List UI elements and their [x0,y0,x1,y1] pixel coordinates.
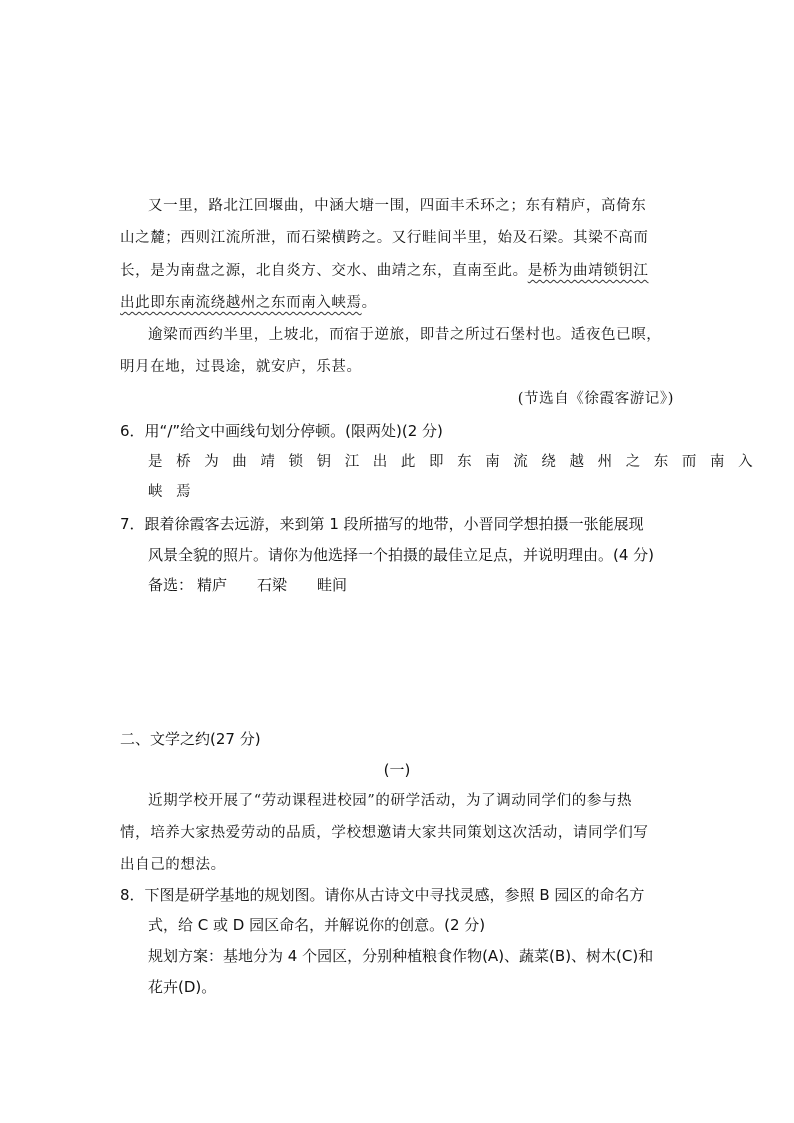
question-8-stem: 8．下图是研学基地的规划图。请你从古诗文中寻找灵感，参照 B 园区的命名方 [120,886,645,904]
intro-line: 情，培养大家热爱劳动的品质，学校想邀请大家共同策划这次活动，请同学们写 [120,825,649,841]
passage-line [120,261,649,281]
passage-line: 明月在地，过畏途，就安庐，乐甚。 [120,359,362,375]
option-item: 石梁 [257,576,288,594]
passage-line: 又一里，路北江回堰曲，中涵大塘一围，四面丰禾环之；东有精庐，高倚东 [148,198,647,214]
passage-line [120,293,377,313]
section-heading: 二、文学之约(27 分) [120,730,261,748]
section-subheading: (一) [383,761,411,779]
question-8-plan: 花卉(D)。 [148,978,217,996]
option-item: 精庐 [197,576,228,594]
question-8-stem: 式，给 C 或 D 园区命名，并解说你的创意。(2 分) [148,916,486,934]
question-7-options [148,575,377,595]
underlined-sentence: 出此即东南流绕越州之东而南入峡焉 [120,295,362,311]
options-label: 备选： [148,576,194,594]
passage-text: 长，是为南盘之源，北自炎方、交水、曲靖之东，直南至此。 [120,263,528,279]
question-6-sentence: 是桥为曲靖锁钥江出此即东南流绕越州之东而南入 [148,454,767,470]
question-6-stem: 6．用“/”给文中画线句划分停顿。(限两处)(2 分) [120,422,443,440]
passage-line: 山之麓；西则江流所泄，而石梁横跨之。又行畦间半里，始及石梁。其梁不高而 [120,230,649,246]
intro-line: 出自己的想法。 [120,857,226,873]
question-8-plan: 规划方案：基地分为 4 个园区，分别种植粮食作物(A)、蔬菜(B)、树木(C)和 [148,947,654,965]
question-6-sentence: 峡焉 [148,484,205,500]
passage-text: 。 [361,295,377,311]
intro-line: 近期学校开展了“劳动课程进校园”的研学活动，为了调动同学们的参与热 [148,793,633,809]
passage-line: 逾梁而西约半里，上坡北，而宿于逆旅，即昔之所过石堡村也。适夜色已暝， [148,327,662,343]
option-item: 畦间 [317,576,348,594]
question-7-stem: 7．跟着徐霞客去远游，来到第 1 段所描写的地带，小晋同学想拍摄一张能展现 [120,515,644,533]
passage-source: (节选自《徐霞客游记》) [517,391,674,407]
underlined-sentence: 是桥为曲靖锁钥江 [527,263,649,279]
question-7-stem: 风景全貌的照片。请你为他选择一个拍摄的最佳立足点，并说明理由。(4 分) [148,546,655,564]
